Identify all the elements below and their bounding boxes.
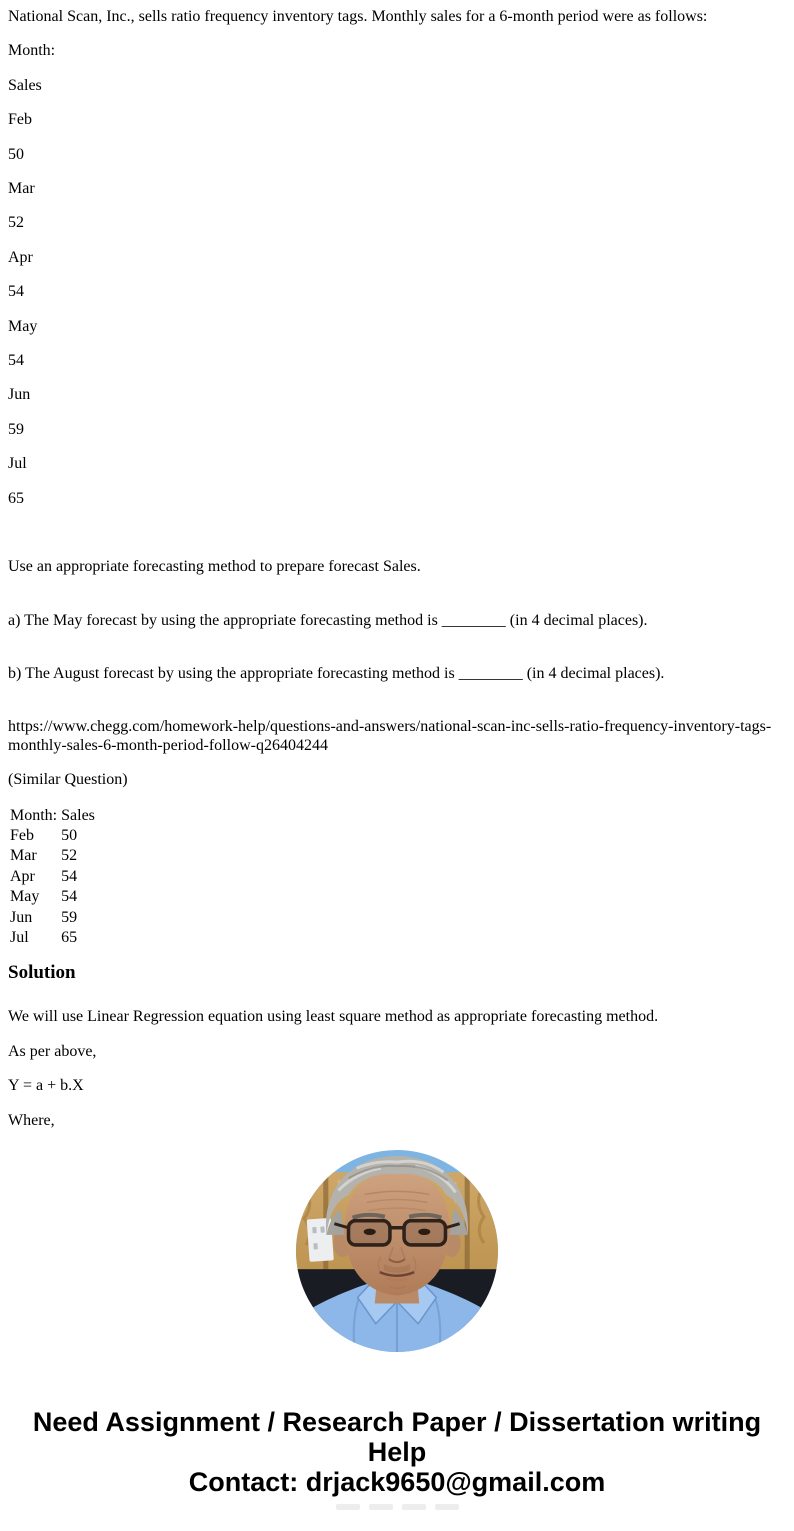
- table-cell-month: Feb: [10, 826, 34, 844]
- list-line-mar: Mar: [8, 180, 35, 198]
- table-header-sales: Sales: [61, 806, 95, 824]
- tutor-avatar-photo: [296, 1150, 498, 1352]
- table-row: [8, 928, 97, 948]
- sales-table: [8, 806, 97, 949]
- solution-heading: Solution: [8, 962, 76, 984]
- list-line-jun: Jun: [8, 386, 31, 404]
- question-part-b: b) The August forecast by using the appropriate forecasting method is ________ (in 4 decimal places).: [8, 664, 665, 682]
- table-header-month: Month:: [10, 806, 58, 824]
- table-cell-sales: 50: [61, 826, 78, 844]
- list-line-jun-value: 59: [8, 420, 24, 438]
- source-url-text: https://www.chegg.com/homework-help/questions-and-answers/national-scan-inc-sells-ratio-frequency-inventory-tags-monthly-sales-6-month-period-follow-q26404244: [8, 718, 772, 754]
- table-cell-sales: 59: [61, 908, 78, 926]
- question-intro: National Scan, Inc., sells ratio frequency inventory tags. Monthly sales for a 6-month period were as follows:: [8, 8, 708, 25]
- footer-help-text: Need Assignment / Research Paper / Dissertation writing Help: [32, 1407, 762, 1467]
- question-part-a: a) The May forecast by using the appropriate forecasting method is ________ (in 4 decimal places).: [8, 611, 648, 629]
- table-cell-sales: 54: [61, 867, 78, 885]
- list-line-jul: Jul: [8, 455, 27, 473]
- table-cell-month: May: [10, 888, 40, 906]
- footer-contact-text: Contact: drjack9650@gmail.com: [188, 1467, 606, 1497]
- list-line-apr: Apr: [8, 248, 33, 266]
- list-line-sales-label: Sales: [8, 76, 42, 94]
- table-cell-month: Jun: [10, 908, 33, 926]
- table-cell-sales: 54: [61, 888, 78, 906]
- solution-where-line: Where,: [8, 1111, 55, 1129]
- table-row: [8, 887, 97, 907]
- compression-artifact: [336, 1504, 466, 1511]
- table-row: [8, 908, 97, 928]
- list-line-month-label: Month:: [8, 42, 56, 60]
- table-cell-month: Apr: [10, 867, 35, 885]
- footer-banner: [8, 1407, 786, 1497]
- table-cell-sales: 65: [61, 928, 78, 946]
- table-cell-sales: 52: [61, 847, 78, 865]
- table-row: [8, 826, 97, 846]
- solution-method-line: We will use Linear Regression equation using least square method as appropriate forecasting method.: [8, 1008, 659, 1026]
- table-cell-month: Mar: [10, 847, 37, 865]
- tutor-avatar-wrap: [8, 1150, 786, 1357]
- list-line-feb: Feb: [8, 111, 32, 129]
- solution-equation: Y = a + b.X: [8, 1077, 84, 1095]
- list-line-may: May: [8, 317, 38, 335]
- table-row: [8, 867, 97, 887]
- solution-as-per-line: As per above,: [8, 1042, 97, 1060]
- table-row: [8, 846, 97, 866]
- document-body: [8, 8, 786, 1497]
- question-task: Use an appropriate forecasting method to prepare forecast Sales.: [8, 558, 421, 576]
- table-header-row: [8, 806, 97, 826]
- blank-line: [8, 524, 786, 558]
- list-line-feb-value: 50: [8, 145, 24, 163]
- list-line-apr-value: 54: [8, 283, 24, 301]
- list-line-mar-value: 52: [8, 214, 24, 232]
- table-cell-month: Jul: [10, 928, 29, 946]
- list-line-may-value: 54: [8, 352, 24, 370]
- list-line-jul-value: 65: [8, 489, 24, 507]
- similar-question-note: (Similar Question): [8, 771, 128, 789]
